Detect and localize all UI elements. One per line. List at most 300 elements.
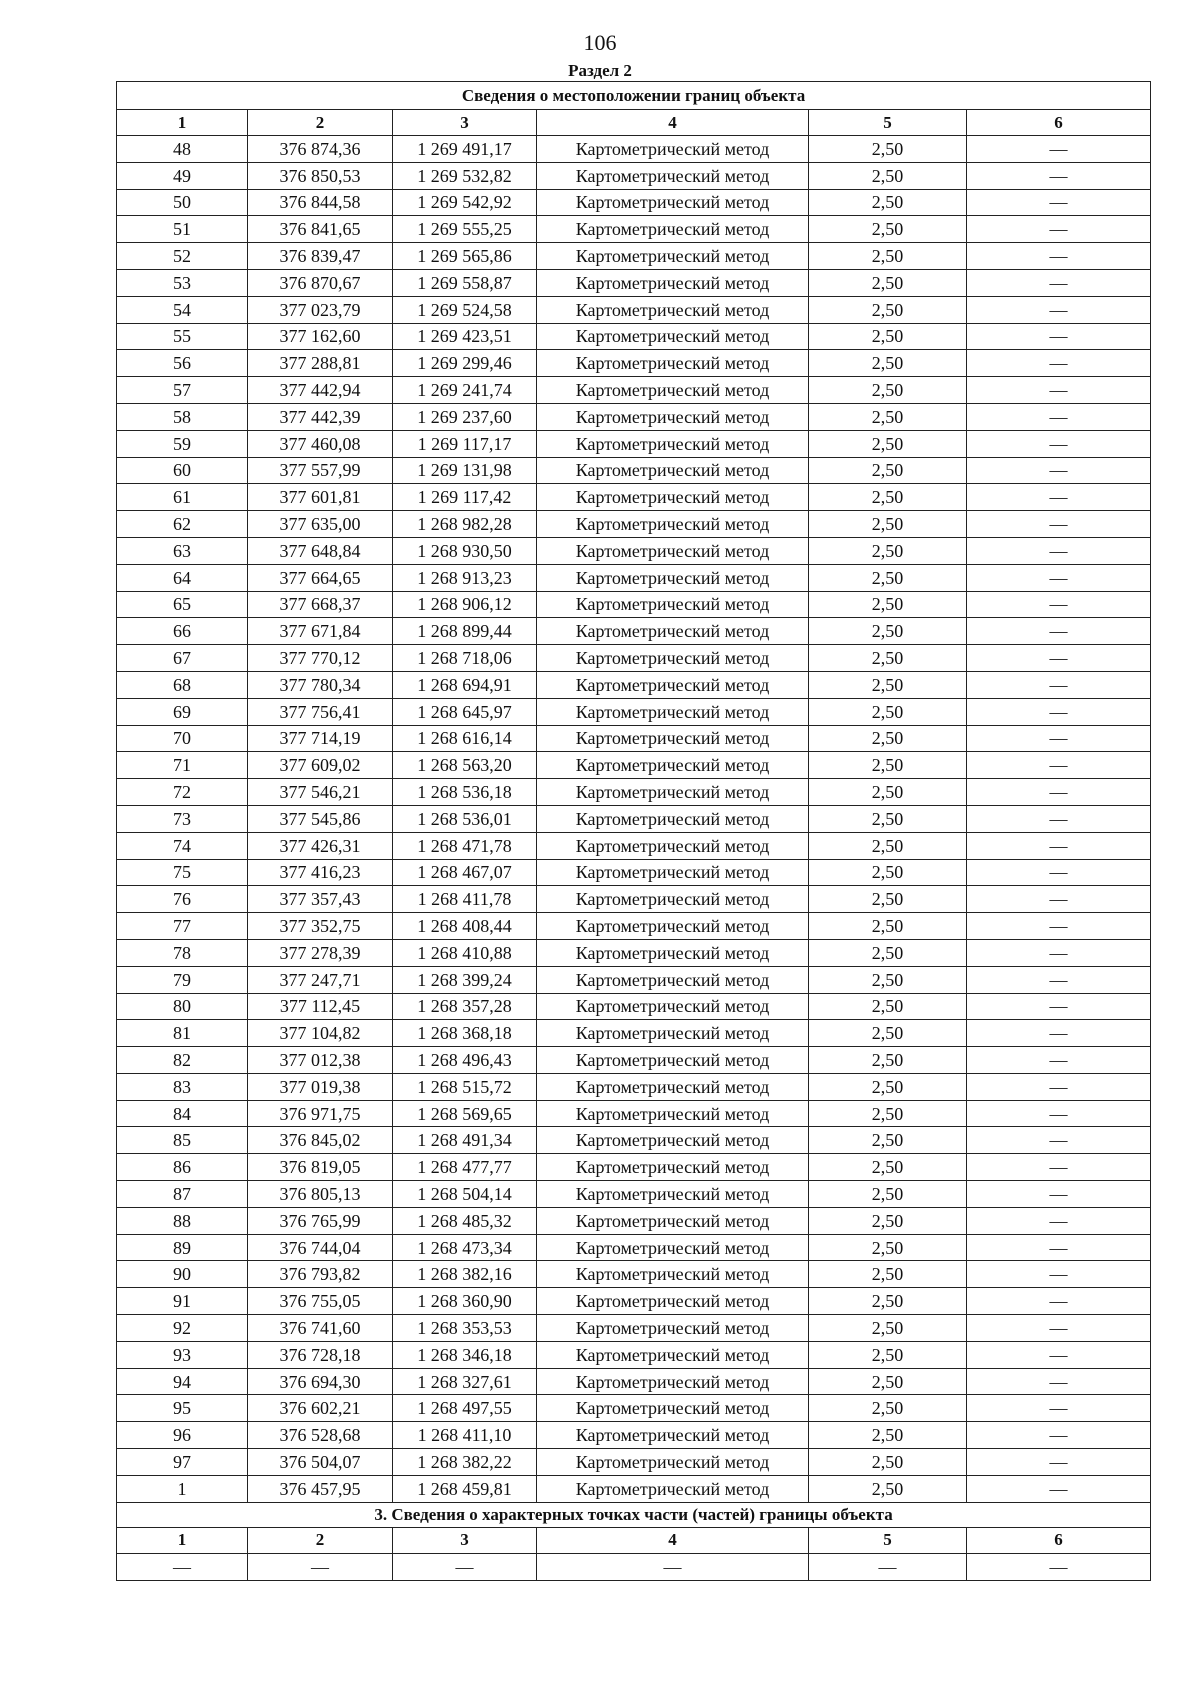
table-cell-col1: 65 — [117, 591, 248, 618]
section3-cell-col3: — — [393, 1553, 537, 1580]
table-cell-col4: Картометрический метод — [537, 1288, 809, 1315]
table-cell-col1: 69 — [117, 698, 248, 725]
table-cell-col5: 2,50 — [809, 189, 967, 216]
table-cell-col4: Картометрический метод — [537, 511, 809, 538]
table-cell-col6: — — [967, 511, 1151, 538]
table-cell-col2: 376 765,99 — [248, 1207, 393, 1234]
table-cell-col2: 376 850,53 — [248, 162, 393, 189]
table-cell-col2: 376 741,60 — [248, 1315, 393, 1342]
table-cell-col4: Картометрический метод — [537, 886, 809, 913]
table-cell-col4: Картометрический метод — [537, 162, 809, 189]
table-cell-col6: — — [967, 859, 1151, 886]
table-cell-col6: — — [967, 564, 1151, 591]
table-cell-col2: 377 104,82 — [248, 1020, 393, 1047]
table-row — [117, 1207, 1151, 1234]
table-cell-col3: 1 268 563,20 — [393, 752, 537, 779]
section3-column-header-4: 4 — [537, 1527, 809, 1553]
table-cell-col1: 52 — [117, 243, 248, 270]
table-cell-col1: 49 — [117, 162, 248, 189]
table-cell-col1: 85 — [117, 1127, 248, 1154]
table-row — [117, 243, 1151, 270]
table-cell-col3: 1 268 645,97 — [393, 698, 537, 725]
table-cell-col2: 376 841,65 — [248, 216, 393, 243]
table-cell-col3: 1 268 485,32 — [393, 1207, 537, 1234]
table-cell-col6: — — [967, 1207, 1151, 1234]
table-cell-col6: — — [967, 752, 1151, 779]
table-cell-col2: 377 278,39 — [248, 939, 393, 966]
table-row — [117, 1100, 1151, 1127]
table-cell-col1: 76 — [117, 886, 248, 913]
table-cell-col1: 82 — [117, 1047, 248, 1074]
table-cell-col5: 2,50 — [809, 859, 967, 886]
table-cell-col2: 377 714,19 — [248, 725, 393, 752]
table-cell-col5: 2,50 — [809, 1073, 967, 1100]
section3-cell-col1: — — [117, 1553, 248, 1580]
table-row — [117, 484, 1151, 511]
table-cell-col3: 1 268 515,72 — [393, 1073, 537, 1100]
table-cell-col2: 377 416,23 — [248, 859, 393, 886]
table-row — [117, 671, 1151, 698]
table-cell-col5: 2,50 — [809, 1368, 967, 1395]
section3-title: 3. Сведения о характерных точках части (частей) границы объекта — [117, 1502, 1151, 1527]
table-cell-col1: 72 — [117, 779, 248, 806]
section3-column-header-1: 1 — [117, 1527, 248, 1553]
section3-column-header-3: 3 — [393, 1527, 537, 1553]
column-header-5: 5 — [809, 110, 967, 136]
table-cell-col2: 376 457,95 — [248, 1475, 393, 1502]
table-cell-col5: 2,50 — [809, 966, 967, 993]
table-cell-col6: — — [967, 779, 1151, 806]
table-cell-col2: 377 546,21 — [248, 779, 393, 806]
table-cell-col4: Картометрический метод — [537, 591, 809, 618]
section3-title-row — [117, 1502, 1151, 1527]
table-cell-col3: 1 268 616,14 — [393, 725, 537, 752]
table-cell-col2: 377 442,94 — [248, 377, 393, 404]
table-cell-col2: 377 601,81 — [248, 484, 393, 511]
table-cell-col3: 1 268 536,01 — [393, 805, 537, 832]
table-cell-col3: 1 268 408,44 — [393, 913, 537, 940]
table-cell-col1: 92 — [117, 1315, 248, 1342]
table-row — [117, 1234, 1151, 1261]
table-cell-col4: Картометрический метод — [537, 805, 809, 832]
table-cell-col3: 1 269 491,17 — [393, 136, 537, 163]
table-row — [117, 537, 1151, 564]
boundary-table-body — [117, 82, 1151, 1581]
table-cell-col2: 376 602,21 — [248, 1395, 393, 1422]
table-row — [117, 698, 1151, 725]
table-cell-col4: Картометрический метод — [537, 1395, 809, 1422]
table-cell-col5: 2,50 — [809, 1207, 967, 1234]
table-cell-col5: 2,50 — [809, 805, 967, 832]
table-cell-col6: — — [967, 1422, 1151, 1449]
table-cell-col1: 70 — [117, 725, 248, 752]
table-cell-col1: 78 — [117, 939, 248, 966]
table-cell-col6: — — [967, 618, 1151, 645]
table-cell-col3: 1 269 565,86 — [393, 243, 537, 270]
table-cell-col6: — — [967, 296, 1151, 323]
table-cell-col3: 1 268 411,78 — [393, 886, 537, 913]
table-cell-col4: Картометрический метод — [537, 725, 809, 752]
table-cell-col3: 1 268 471,78 — [393, 832, 537, 859]
table-cell-col5: 2,50 — [809, 1395, 967, 1422]
table-cell-col5: 2,50 — [809, 377, 967, 404]
table-cell-col2: 376 793,82 — [248, 1261, 393, 1288]
table-cell-col5: 2,50 — [809, 591, 967, 618]
table-cell-col6: — — [967, 1261, 1151, 1288]
table-row — [117, 296, 1151, 323]
table-row — [117, 136, 1151, 163]
section3-column-header-2: 2 — [248, 1527, 393, 1553]
table-cell-col4: Картометрический метод — [537, 832, 809, 859]
table-cell-col4: Картометрический метод — [537, 323, 809, 350]
table-cell-col3: 1 269 299,46 — [393, 350, 537, 377]
table-cell-col3: 1 268 906,12 — [393, 591, 537, 618]
table-cell-col2: 376 870,67 — [248, 269, 393, 296]
table-cell-col6: — — [967, 323, 1151, 350]
table-cell-col2: 377 352,75 — [248, 913, 393, 940]
table-cell-col2: 377 648,84 — [248, 537, 393, 564]
table-cell-col5: 2,50 — [809, 1047, 967, 1074]
column-header-6: 6 — [967, 110, 1151, 136]
table-cell-col3: 1 268 536,18 — [393, 779, 537, 806]
table-cell-col4: Картометрический метод — [537, 457, 809, 484]
table-cell-col3: 1 268 399,24 — [393, 966, 537, 993]
table-cell-col2: 376 694,30 — [248, 1368, 393, 1395]
table-cell-col2: 377 288,81 — [248, 350, 393, 377]
table-cell-col3: 1 268 899,44 — [393, 618, 537, 645]
table-cell-col1: 75 — [117, 859, 248, 886]
table-cell-col4: Картометрический метод — [537, 1127, 809, 1154]
table-cell-col4: Картометрический метод — [537, 645, 809, 672]
section3-cell-col4: — — [537, 1553, 809, 1580]
table-row — [117, 189, 1151, 216]
table-row — [117, 1315, 1151, 1342]
table-cell-col3: 1 268 382,16 — [393, 1261, 537, 1288]
table-cell-col3: 1 269 558,87 — [393, 269, 537, 296]
table-cell-col5: 2,50 — [809, 269, 967, 296]
table-cell-col4: Картометрический метод — [537, 1100, 809, 1127]
table-cell-col1: 87 — [117, 1181, 248, 1208]
table-row — [117, 832, 1151, 859]
table-cell-col4: Картометрический метод — [537, 1207, 809, 1234]
table-cell-col2: 376 744,04 — [248, 1234, 393, 1261]
table-cell-col2: 377 012,38 — [248, 1047, 393, 1074]
table-cell-col1: 60 — [117, 457, 248, 484]
table-cell-col6: — — [967, 993, 1151, 1020]
table-row — [117, 1422, 1151, 1449]
table-cell-col1: 67 — [117, 645, 248, 672]
table-cell-col5: 2,50 — [809, 1261, 967, 1288]
section3-column-header-6: 6 — [967, 1527, 1151, 1553]
table-cell-col1: 58 — [117, 403, 248, 430]
table-cell-col4: Картометрический метод — [537, 1315, 809, 1342]
table-row — [117, 966, 1151, 993]
table-cell-col2: 377 162,60 — [248, 323, 393, 350]
table-row — [117, 993, 1151, 1020]
table-cell-col4: Картометрический метод — [537, 350, 809, 377]
table-row — [117, 1154, 1151, 1181]
table-row — [117, 1475, 1151, 1502]
table-cell-col6: — — [967, 1288, 1151, 1315]
table-cell-col6: — — [967, 1020, 1151, 1047]
table-cell-col4: Картометрический метод — [537, 189, 809, 216]
table-cell-col4: Картометрический метод — [537, 377, 809, 404]
table-cell-col3: 1 269 524,58 — [393, 296, 537, 323]
table-cell-col3: 1 268 569,65 — [393, 1100, 537, 1127]
table-cell-col4: Картометрический метод — [537, 1449, 809, 1476]
table-cell-col2: 377 442,39 — [248, 403, 393, 430]
table-cell-col1: 90 — [117, 1261, 248, 1288]
table-row — [117, 1261, 1151, 1288]
table-cell-col5: 2,50 — [809, 484, 967, 511]
table-row — [117, 162, 1151, 189]
table-cell-col5: 2,50 — [809, 1181, 967, 1208]
table-cell-col4: Картометрический метод — [537, 779, 809, 806]
table-cell-col3: 1 268 982,28 — [393, 511, 537, 538]
table-cell-col2: 377 664,65 — [248, 564, 393, 591]
table-cell-col5: 2,50 — [809, 618, 967, 645]
table-cell-col5: 2,50 — [809, 1020, 967, 1047]
section3-column-header-5: 5 — [809, 1527, 967, 1553]
table-cell-col6: — — [967, 1449, 1151, 1476]
table-cell-col6: — — [967, 645, 1151, 672]
table-cell-col6: — — [967, 1100, 1151, 1127]
table-cell-col4: Картометрический метод — [537, 430, 809, 457]
table-cell-col3: 1 269 532,82 — [393, 162, 537, 189]
table-row — [117, 939, 1151, 966]
table-cell-col1: 83 — [117, 1073, 248, 1100]
table-cell-col2: 377 671,84 — [248, 618, 393, 645]
table-cell-col5: 2,50 — [809, 832, 967, 859]
table-cell-col6: — — [967, 1234, 1151, 1261]
table-cell-col5: 2,50 — [809, 939, 967, 966]
table-cell-col6: — — [967, 216, 1151, 243]
table-cell-col6: — — [967, 832, 1151, 859]
table-row — [117, 1288, 1151, 1315]
table-cell-col6: — — [967, 350, 1151, 377]
table-cell-col5: 2,50 — [809, 1449, 967, 1476]
table-row — [117, 1341, 1151, 1368]
table-cell-col5: 2,50 — [809, 886, 967, 913]
table-cell-col6: — — [967, 1127, 1151, 1154]
table-row — [117, 216, 1151, 243]
table-row — [117, 377, 1151, 404]
table-cell-col3: 1 268 694,91 — [393, 671, 537, 698]
table-cell-col3: 1 268 327,61 — [393, 1368, 537, 1395]
table-cell-col5: 2,50 — [809, 243, 967, 270]
table-cell-col2: 377 019,38 — [248, 1073, 393, 1100]
table-cell-col1: 73 — [117, 805, 248, 832]
table-cell-col4: Картометрический метод — [537, 1020, 809, 1047]
column-header-4: 4 — [537, 110, 809, 136]
table-row — [117, 269, 1151, 296]
table-cell-col1: 50 — [117, 189, 248, 216]
table-cell-col6: — — [967, 243, 1151, 270]
table-cell-col3: 1 268 360,90 — [393, 1288, 537, 1315]
table-cell-col3: 1 268 411,10 — [393, 1422, 537, 1449]
table-cell-col2: 377 112,45 — [248, 993, 393, 1020]
section3-cell-col2: — — [248, 1553, 393, 1580]
table-cell-col1: 57 — [117, 377, 248, 404]
table-cell-col5: 2,50 — [809, 430, 967, 457]
section3-cell-col5: — — [809, 1553, 967, 1580]
column-header-1: 1 — [117, 110, 248, 136]
table-cell-col1: 48 — [117, 136, 248, 163]
table-cell-col1: 1 — [117, 1475, 248, 1502]
table-cell-col3: 1 268 357,28 — [393, 993, 537, 1020]
table-cell-col1: 68 — [117, 671, 248, 698]
table-cell-col2: 377 557,99 — [248, 457, 393, 484]
table-cell-col4: Картометрический метод — [537, 1181, 809, 1208]
table-cell-col2: 377 426,31 — [248, 832, 393, 859]
table-row — [117, 859, 1151, 886]
table-cell-col6: — — [967, 886, 1151, 913]
table-cell-col1: 63 — [117, 537, 248, 564]
table-row — [117, 779, 1151, 806]
table-cell-col4: Картометрический метод — [537, 269, 809, 296]
table-cell-col4: Картометрический метод — [537, 403, 809, 430]
table-cell-col2: 376 805,13 — [248, 1181, 393, 1208]
table-cell-col5: 2,50 — [809, 1234, 967, 1261]
table-row — [117, 752, 1151, 779]
table-row — [117, 1020, 1151, 1047]
table-cell-col4: Картометрический метод — [537, 1475, 809, 1502]
table-cell-col3: 1 268 930,50 — [393, 537, 537, 564]
table-cell-col2: 376 755,05 — [248, 1288, 393, 1315]
table-cell-col6: — — [967, 403, 1151, 430]
table-cell-col1: 59 — [117, 430, 248, 457]
table-cell-col5: 2,50 — [809, 1341, 967, 1368]
page-number: 106 — [583, 30, 617, 55]
table-cell-col5: 2,50 — [809, 645, 967, 672]
table-cell-col4: Картометрический метод — [537, 1368, 809, 1395]
table-cell-col5: 2,50 — [809, 564, 967, 591]
table-cell-col5: 2,50 — [809, 1288, 967, 1315]
table-cell-col2: 377 770,12 — [248, 645, 393, 672]
table-cell-col4: Картометрический метод — [537, 939, 809, 966]
table-cell-col6: — — [967, 805, 1151, 832]
table-cell-col6: — — [967, 913, 1151, 940]
table-cell-col4: Картометрический метод — [537, 564, 809, 591]
table-row — [117, 1073, 1151, 1100]
table-row — [117, 645, 1151, 672]
table-cell-col4: Картометрический метод — [537, 1073, 809, 1100]
table-title: Сведения о местоположении границ объекта — [117, 82, 1151, 110]
table-cell-col2: 377 635,00 — [248, 511, 393, 538]
table-row — [117, 886, 1151, 913]
table-cell-col6: — — [967, 671, 1151, 698]
table-cell-col4: Картометрический метод — [537, 618, 809, 645]
table-cell-col3: 1 269 237,60 — [393, 403, 537, 430]
table-cell-col1: 88 — [117, 1207, 248, 1234]
section-label: Раздел 2 — [568, 61, 632, 80]
table-cell-col1: 62 — [117, 511, 248, 538]
table-cell-col4: Картометрический метод — [537, 1154, 809, 1181]
section3-header-row — [117, 1527, 1151, 1553]
table-cell-col6: — — [967, 430, 1151, 457]
table-cell-col3: 1 268 491,34 — [393, 1127, 537, 1154]
table-row — [117, 1047, 1151, 1074]
table-cell-col1: 95 — [117, 1395, 248, 1422]
section3-cell-col6: — — [967, 1553, 1151, 1580]
table-cell-col2: 377 609,02 — [248, 752, 393, 779]
table-row — [117, 1368, 1151, 1395]
table-cell-col2: 376 845,02 — [248, 1127, 393, 1154]
table-cell-col1: 74 — [117, 832, 248, 859]
table-row — [117, 805, 1151, 832]
table-cell-col4: Картометрический метод — [537, 1234, 809, 1261]
table-cell-col1: 91 — [117, 1288, 248, 1315]
table-cell-col6: — — [967, 162, 1151, 189]
table-cell-col6: — — [967, 725, 1151, 752]
table-cell-col3: 1 268 718,06 — [393, 645, 537, 672]
table-cell-col5: 2,50 — [809, 537, 967, 564]
table-cell-col1: 80 — [117, 993, 248, 1020]
table-row — [117, 564, 1151, 591]
table-cell-col4: Картометрический метод — [537, 243, 809, 270]
table-row — [117, 913, 1151, 940]
table-cell-col1: 56 — [117, 350, 248, 377]
table-cell-col5: 2,50 — [809, 323, 967, 350]
table-cell-col4: Картометрический метод — [537, 966, 809, 993]
table-cell-col4: Картометрический метод — [537, 671, 809, 698]
table-cell-col6: — — [967, 966, 1151, 993]
section3-row — [117, 1553, 1151, 1580]
table-cell-col5: 2,50 — [809, 1100, 967, 1127]
table-cell-col1: 84 — [117, 1100, 248, 1127]
table-cell-col3: 1 268 368,18 — [393, 1020, 537, 1047]
table-cell-col1: 93 — [117, 1341, 248, 1368]
table-cell-col4: Картометрический метод — [537, 913, 809, 940]
table-cell-col4: Картометрический метод — [537, 1422, 809, 1449]
table-cell-col1: 61 — [117, 484, 248, 511]
table-cell-col2: 377 780,34 — [248, 671, 393, 698]
table-cell-col4: Картометрический метод — [537, 1341, 809, 1368]
table-cell-col5: 2,50 — [809, 752, 967, 779]
table-cell-col4: Картометрический метод — [537, 752, 809, 779]
table-cell-col6: — — [967, 269, 1151, 296]
table-cell-col4: Картометрический метод — [537, 537, 809, 564]
table-cell-col2: 376 971,75 — [248, 1100, 393, 1127]
table-cell-col1: 71 — [117, 752, 248, 779]
table-cell-col1: 79 — [117, 966, 248, 993]
table-cell-col2: 377 023,79 — [248, 296, 393, 323]
table-cell-col3: 1 268 497,55 — [393, 1395, 537, 1422]
table-cell-col1: 54 — [117, 296, 248, 323]
table-cell-col3: 1 268 496,43 — [393, 1047, 537, 1074]
table-cell-col1: 55 — [117, 323, 248, 350]
table-cell-col5: 2,50 — [809, 698, 967, 725]
table-cell-col5: 2,50 — [809, 913, 967, 940]
table-cell-col5: 2,50 — [809, 511, 967, 538]
table-cell-col3: 1 268 467,07 — [393, 859, 537, 886]
table-row — [117, 618, 1151, 645]
table-row — [117, 430, 1151, 457]
table-cell-col5: 2,50 — [809, 1127, 967, 1154]
table-cell-col6: — — [967, 591, 1151, 618]
table-cell-col5: 2,50 — [809, 1422, 967, 1449]
table-cell-col3: 1 268 477,77 — [393, 1154, 537, 1181]
table-cell-col5: 2,50 — [809, 1475, 967, 1502]
table-cell-col2: 376 528,68 — [248, 1422, 393, 1449]
table-cell-col2: 376 728,18 — [248, 1341, 393, 1368]
table-cell-col2: 376 819,05 — [248, 1154, 393, 1181]
table-row — [117, 403, 1151, 430]
table-cell-col1: 97 — [117, 1449, 248, 1476]
table-cell-col3: 1 269 423,51 — [393, 323, 537, 350]
table-cell-col5: 2,50 — [809, 993, 967, 1020]
table-title-row — [117, 82, 1151, 110]
